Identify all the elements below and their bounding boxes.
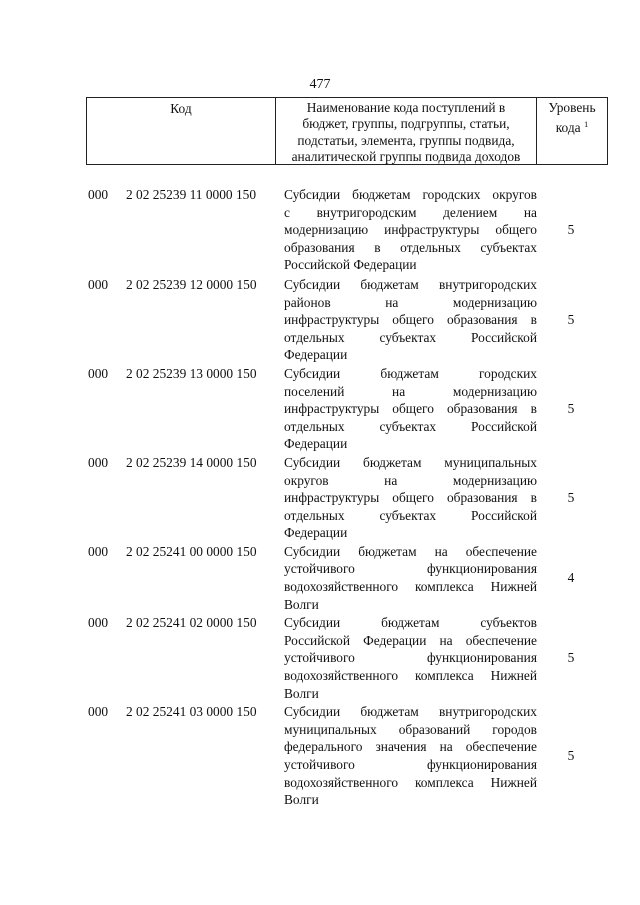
- row-name-line: инфраструктуры общего образования в: [284, 312, 537, 328]
- row-code: 2 02 25239 11 0000 150: [126, 187, 257, 202]
- row-prefix: 000: [88, 454, 109, 470]
- row-prefix: 000: [88, 543, 109, 559]
- row-name-line: отдельных субъектах Российской: [284, 507, 537, 523]
- row-name-line: инфраструктуры общего образования в: [284, 401, 537, 417]
- header-name-line: бюджет, группы, подгруппы, статьи,: [302, 116, 510, 132]
- row-name: [284, 543, 537, 613]
- row-name-line: устойчивого функционирования: [284, 757, 537, 772]
- table-row: [86, 543, 608, 613]
- table-row: [86, 614, 608, 702]
- row-code: 2 02 25241 02 0000 150: [126, 615, 257, 631]
- row-name: [284, 703, 537, 809]
- table-row: [86, 703, 608, 809]
- row-name: [284, 276, 537, 364]
- row-name-line: Федерации: [284, 347, 348, 363]
- row-name-line: водохозяйственного комплекса Нижней: [284, 668, 537, 684]
- table-row: [86, 454, 608, 542]
- row-name-line: образования в отдельных субъектах: [284, 239, 537, 255]
- row-level: 5: [567, 401, 575, 417]
- row-name-line: устойчивого функционирования: [284, 561, 537, 577]
- row-code: 2 02 25241 00 0000 150: [126, 543, 257, 559]
- row-name: [284, 186, 537, 274]
- header-level: [536, 98, 607, 164]
- row-name-line: отдельных субъектах Российской: [284, 418, 537, 434]
- row-name-line: инфраструктуры общего образования в: [284, 490, 537, 506]
- table-row: [86, 186, 608, 274]
- table-row: [86, 365, 608, 453]
- row-name-line: Волги: [284, 596, 319, 612]
- row-name-line: водохозяйственного комплекса Нижней: [284, 579, 537, 595]
- table-body: [86, 186, 608, 809]
- row-prefix: 000: [88, 615, 109, 631]
- row-name-line: Волги: [284, 792, 319, 808]
- page-number: 477: [309, 77, 331, 92]
- row-name-line: отдельных субъектах Российской: [284, 329, 537, 345]
- row-name-line: муниципальных образований городов: [284, 721, 537, 737]
- row-name-line: районов на модернизацию: [284, 294, 537, 310]
- header-name: [275, 98, 536, 164]
- row-name-line: Субсидии бюджетам городских округов: [284, 187, 537, 202]
- row-name: [284, 614, 537, 702]
- row-level: 4: [567, 570, 575, 586]
- row-name-line: округов на модернизацию: [284, 472, 537, 488]
- header-level-line: [537, 116, 607, 136]
- row-level: 5: [567, 312, 575, 328]
- row-name-line: Федерации: [284, 525, 348, 541]
- row-name-line: с внутригородским делением на: [284, 204, 537, 220]
- row-name-line: модернизацию инфраструктуры общего: [284, 222, 537, 238]
- header-level-label: кода: [555, 120, 581, 136]
- row-prefix: 000: [88, 276, 109, 292]
- table-header: [86, 97, 608, 165]
- row-name-line: Российской Федерации на обеспечение: [284, 632, 537, 648]
- row-name-line: федерального значения на обеспечение: [284, 739, 537, 755]
- row-name-line: Субсидии бюджетам муниципальных: [284, 454, 537, 470]
- row-name-line: Субсидии бюджетам внутригородских: [284, 704, 537, 720]
- row-name-line: Федерации: [284, 436, 348, 452]
- row-code: 2 02 25239 13 0000 150: [126, 365, 257, 381]
- row-name-line: Волги: [284, 685, 319, 701]
- row-code: 2 02 25241 03 0000 150: [126, 704, 257, 720]
- row-name-line: Субсидии бюджетам субъектов: [284, 615, 537, 631]
- header-code: Код: [170, 101, 192, 116]
- row-level: 5: [567, 222, 575, 238]
- row-level: 5: [567, 650, 575, 666]
- row-name-line: Субсидии бюджетам городских: [284, 365, 537, 381]
- row-prefix: 000: [88, 365, 109, 381]
- row-name-line: устойчивого функционирования: [284, 650, 537, 666]
- header-name-line: аналитической группы подвида доходов: [291, 149, 521, 165]
- row-name-line: водохозяйственного комплекса Нижней: [284, 774, 537, 790]
- row-level: 5: [567, 490, 575, 506]
- row-name: [284, 454, 537, 542]
- row-level: 5: [567, 748, 575, 764]
- row-prefix: 000: [88, 704, 109, 720]
- row-name-line: Российской Федерации: [284, 257, 417, 273]
- header-name-line: подстатьи, элемента, группы подвида,: [297, 132, 515, 148]
- row-name-line: Субсидии бюджетам внутригородских: [284, 276, 537, 292]
- row-prefix: 000: [88, 187, 109, 202]
- header-level-line: Уровень: [548, 100, 596, 115]
- row-name-line: поселений на модернизацию: [284, 383, 537, 399]
- footnote-marker: 1: [584, 119, 589, 130]
- row-name: [284, 365, 537, 453]
- header-name-line: Наименование кода поступлений в: [306, 100, 506, 115]
- table-row: [86, 276, 608, 364]
- row-code: 2 02 25239 14 0000 150: [126, 454, 257, 470]
- row-name-line: Субсидии бюджетам на обеспечение: [284, 543, 537, 559]
- row-code: 2 02 25239 12 0000 150: [126, 276, 257, 292]
